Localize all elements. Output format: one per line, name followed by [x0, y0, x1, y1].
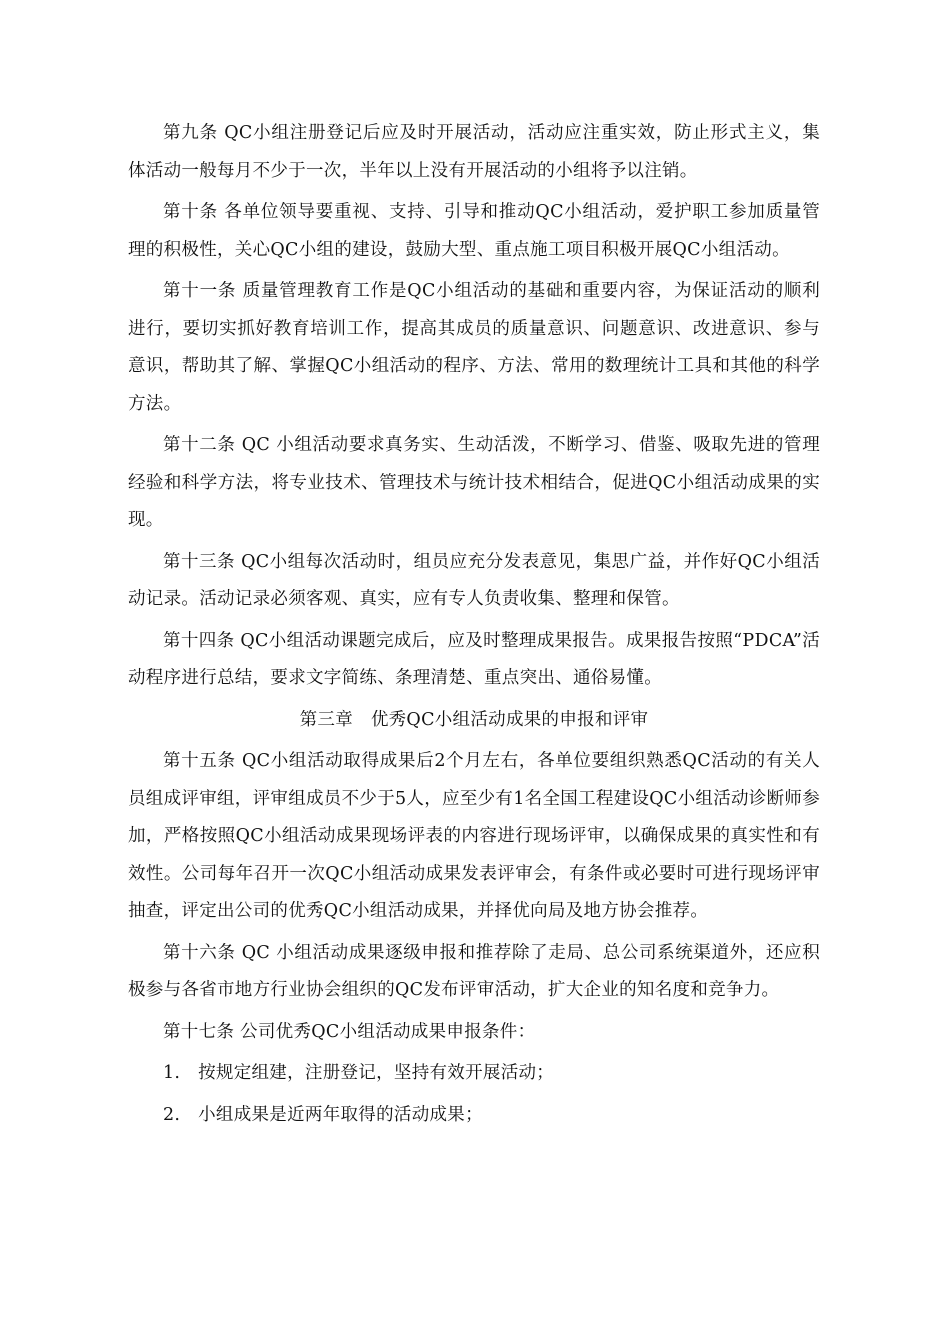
article-9: 第九条 QC小组注册登记后应及时开展活动，活动应注重实效，防止形式主义，集体活动一般每月不少于一次，半年以上没有开展活动的小组将予以注销。 — [128, 123, 820, 181]
article-16: 第十六条 QC 小组活动成果逐级申报和推荐除了走局、总公司系统渠道外，还应积极参与各省市地方行业协会组织的QC发布评审活动，扩大企业的知名度和竞争力。 — [128, 942, 820, 1000]
article-13: 第十三条 QC小组每次活动时，组员应充分发表意见，集思广益，并作好QC小组活动记录。活动记录必须客观、真实，应有专人负责收集、整理和保管。 — [128, 551, 820, 609]
article-10: 第十条 各单位领导要重视、支持、引导和推动QC小组活动，爱护职工参加质量管理的积极性，关心QC小组的建设，鼓励大型、重点施工项目积极开展QC小组活动。 — [128, 202, 820, 260]
article-17: 第十七条 公司优秀QC小组活动成果申报条件： — [163, 1021, 536, 1042]
condition-item-2: 2. 小组成果是近两年取得的活动成果； — [163, 1104, 483, 1125]
condition-item-1: 1. 按规定组建，注册登记，坚持有效开展活动； — [163, 1063, 555, 1083]
document-page — [128, 115, 820, 1138]
article-12: 第十二条 QC 小组活动要求真务实、生动活泼，不断学习、借鉴、吸取先进的管理经验和科学方法，将专业技术、管理技术与统计技术相结合，促进QC小组活动成果的实现。 — [128, 435, 820, 530]
chapter-3-heading: 第三章 优秀QC小组活动成果的申报和评审 — [299, 709, 649, 730]
article-14: 第十四条 QC小组活动课题完成后，应及时整理成果报告。成果报告按照“PDCA”活动程序进行总结，要求文字简练、条理清楚、重点突出、通俗易懂。 — [128, 630, 820, 688]
article-15: 第十五条 QC小组活动取得成果后2个月左右，各单位要组织熟悉QC活动的有关人员组成评审组，评审组成员不少于5人，应至少有1名全国工程建设QC小组活动诊断师参加，严格按照QC小组活动成果现场评表的内容进行现场评审，以确保成果的真实性和有效性。公司每年召开一次QC小组活动成果发表评审会，有条件或必要时可进行现场评审抽查，评定出公司的优秀QC小组活动成果，并择优向局及地方协会推荐。 — [128, 751, 821, 921]
article-11: 第十一条 质量管理教育工作是QC小组活动的基础和重要内容，为保证活动的顺利进行，要切实抓好教育培训工作，提高其成员的质量意识、问题意识、改进意识、参与意识，帮助其了解、掌握QC小组活动的程序、方法、常用的数理统计工具和其他的科学方法。 — [128, 281, 820, 414]
